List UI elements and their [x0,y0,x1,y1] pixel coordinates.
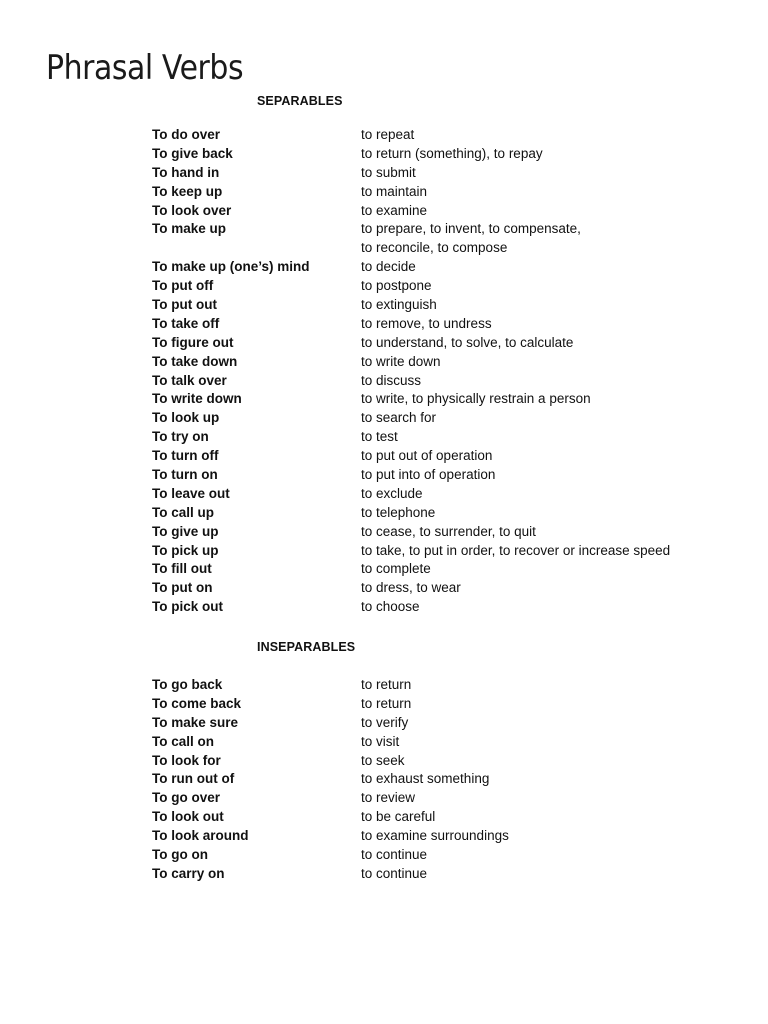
definition: to put out of operation [361,448,493,464]
list-item [0,126,768,145]
phrasal-verb: To make up [152,221,227,237]
list-item [0,183,768,202]
phrasal-verb: To take off [152,315,220,331]
definition: to submit [361,164,416,180]
phrasal-verb: To run out of [152,771,235,787]
phrasal-verb: To put on [152,580,213,596]
list-item [0,560,768,579]
definition: to test [361,429,398,445]
definition: to extinguish [361,297,437,313]
phrasal-verb: To leave out [152,485,230,501]
definition: to search for [361,410,437,426]
list-item [0,258,768,277]
phrasal-verb: To talk over [152,372,227,388]
list-item [0,277,768,296]
list-item [0,220,768,239]
phrasal-verb: To look up [152,410,220,426]
phrasal-verb: To go back [152,677,223,692]
definition: to return (something), to repay [361,145,543,161]
list-item [0,523,768,542]
list-item [0,315,768,334]
list-item [0,714,768,733]
list-item [0,353,768,372]
list-item [0,466,768,485]
definition: to decide [361,259,416,275]
definition: to prepare, to invent, to compensate, [361,221,581,237]
definition: to reconcile, to compose [361,240,508,256]
list-item [0,145,768,164]
phrasal-verb: To keep up [152,183,223,199]
list-item [0,164,768,183]
definition: to remove, to undress [361,315,492,331]
list-item [0,808,768,827]
list-item [0,695,768,714]
definition: to verify [361,714,409,730]
definition: to examine [361,202,428,218]
list-item [0,733,768,752]
definition: to exhaust something [361,771,490,787]
definition: to put into of operation [361,467,496,483]
definition: to seek [361,752,405,768]
phrasal-verb: To turn off [152,448,219,464]
separables-list [0,126,768,617]
list-item [0,485,768,504]
phrasal-verb: To put out [152,297,217,313]
list-item [0,428,768,447]
list-item [0,598,768,617]
phrasal-verb: To give back [152,145,233,161]
phrasal-verb: To pick up [152,542,219,558]
definition: to cease, to surrender, to quit [361,523,536,539]
phrasal-verb: To write down [152,391,242,407]
phrasal-verb: To call on [152,733,215,749]
definition: to take, to put in order, to recover or increase speed [361,542,671,558]
definition: to continue [361,847,428,863]
definition: to exclude [361,485,423,501]
list-item [0,239,768,258]
phrasal-verb: To go over [152,790,221,806]
phrasal-verb: To take down [152,353,238,369]
phrasal-verb: To turn on [152,467,218,483]
phrasal-verb: To put off [152,278,214,294]
list-item [0,865,768,884]
list-item [0,202,768,221]
definition: to postpone [361,278,432,294]
phrasal-verb: To try on [152,429,209,445]
definition: to visit [361,733,400,749]
definition: to examine surroundings [361,828,509,844]
phrasal-verb: To come back [152,695,242,711]
list-item [0,676,768,695]
list-item [0,372,768,391]
definition: to be careful [361,809,436,825]
list-item [0,409,768,428]
definition: to return [361,677,412,692]
phrasal-verb: To go on [152,847,208,863]
list-item [0,770,768,789]
list-item [0,579,768,598]
list-item [0,390,768,409]
list-item [0,334,768,353]
definition: to discuss [361,372,422,388]
phrasal-verb: To make up (one’s) mind [152,259,310,275]
definition: to maintain [361,183,428,199]
list-item [0,504,768,523]
list-item [0,542,768,561]
list-item [0,296,768,315]
phrasal-verb: To look around [152,828,249,844]
definition: to return [361,695,412,711]
inseparables-list [0,676,768,884]
phrasal-verb: To look over [152,202,232,218]
page-title: Phrasal Verbs [46,48,244,88]
definition: to write down [361,353,441,369]
definition: to choose [361,599,420,615]
list-item [0,846,768,865]
list-item [0,789,768,808]
phrasal-verb: To carry on [152,865,225,881]
phrasal-verb: To figure out [152,334,234,350]
phrasal-verb: To call up [152,504,215,520]
definition: to continue [361,865,428,881]
phrasal-verb: To give up [152,523,219,539]
definition: to complete [361,561,431,577]
inseparables-heading: INSEPARABLES [257,640,356,654]
phrasal-verb: To pick out [152,599,223,615]
phrasal-verb: To look for [152,752,221,768]
definition: to dress, to wear [361,580,461,596]
phrasal-verb: To fill out [152,561,212,577]
list-item [0,827,768,846]
list-item [0,447,768,466]
phrasal-verb: To make sure [152,714,239,730]
definition: to repeat [361,127,415,142]
list-item [0,752,768,771]
definition: to understand, to solve, to calculate [361,334,574,350]
definition: to review [361,790,416,806]
separables-heading: SEPARABLES [257,94,343,108]
phrasal-verb: To look out [152,809,224,825]
definition: to write, to physically restrain a person [361,391,591,407]
definition: to telephone [361,504,436,520]
phrasal-verb: To hand in [152,164,220,180]
phrasal-verb: To do over [152,127,221,142]
